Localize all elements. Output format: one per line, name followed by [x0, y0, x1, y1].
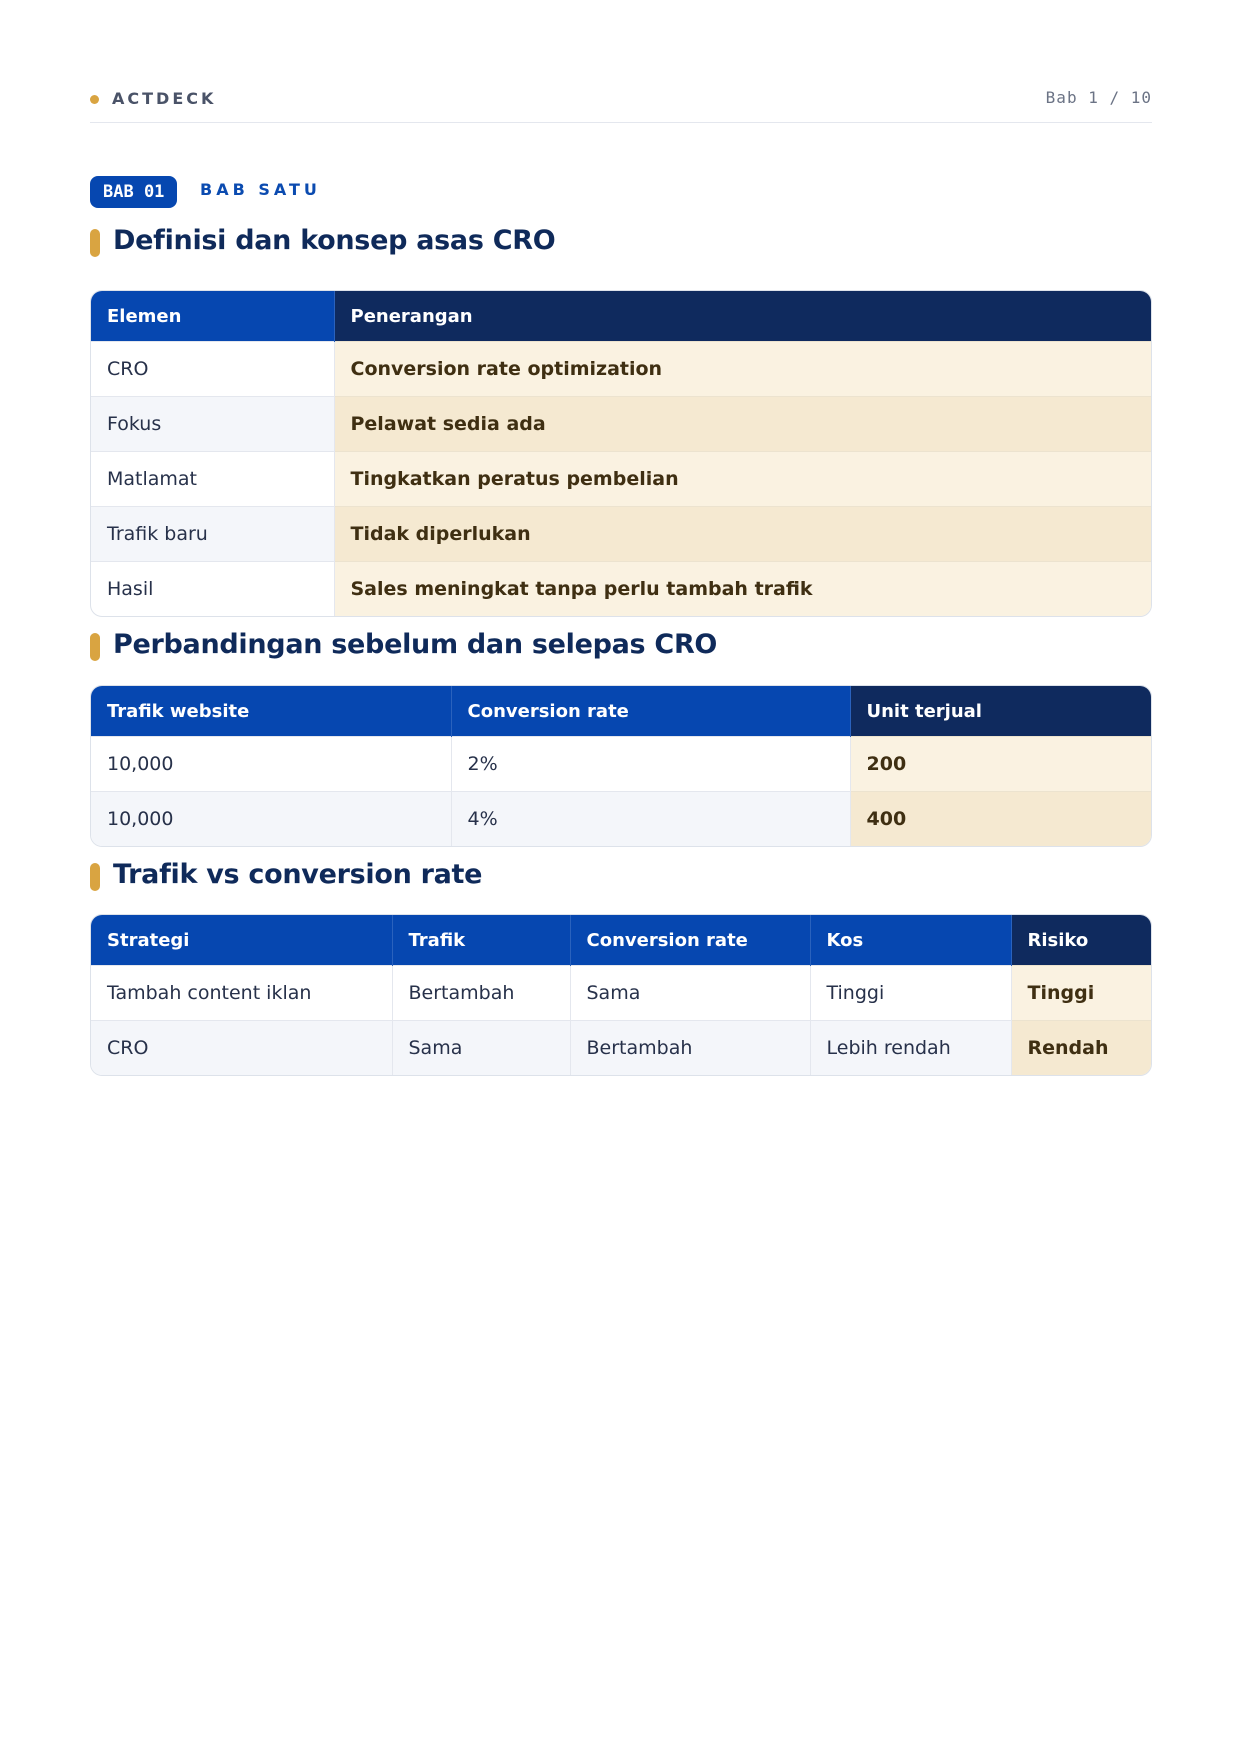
definition-table	[90, 290, 1152, 617]
page-header	[90, 84, 1152, 123]
table-cell-highlight: Conversion rate optimization	[334, 342, 1151, 397]
table-row	[91, 1021, 1151, 1076]
table-cell-highlight: 200	[850, 737, 1151, 792]
table-cell-highlight: Tidak diperlukan	[334, 507, 1151, 562]
table-cell-highlight: 400	[850, 792, 1151, 847]
chapter-label: BAB SATU	[200, 180, 321, 199]
table-cell: CRO	[91, 342, 334, 397]
heading-accent-bar	[90, 863, 100, 891]
heading-accent-bar	[90, 229, 100, 257]
table-row	[91, 507, 1151, 562]
section-title: Perbandingan sebelum dan selepas CRO	[113, 629, 718, 660]
table-header-row	[91, 915, 1151, 966]
column-header: Risiko	[1011, 915, 1151, 966]
table-row	[91, 452, 1151, 507]
table-cell-highlight: Tinggi	[1011, 966, 1151, 1021]
table-cell: Tinggi	[810, 966, 1011, 1021]
brand-name: ACTDECK	[112, 89, 217, 108]
table-cell: Sama	[392, 1021, 570, 1076]
table-row	[91, 737, 1151, 792]
table-cell: Fokus	[91, 397, 334, 452]
table-cell: Bertambah	[392, 966, 570, 1021]
page-indicator: Bab 1 / 10	[1045, 88, 1152, 107]
table-row	[91, 562, 1151, 617]
table-row	[91, 342, 1151, 397]
column-header: Kos	[810, 915, 1011, 966]
chapter-badge: BAB 01	[90, 176, 177, 208]
strategy-table	[90, 914, 1152, 1076]
column-header: Unit terjual	[850, 686, 1151, 737]
table-cell-highlight: Sales meningkat tanpa perlu tambah trafik	[334, 562, 1151, 617]
section-title: Definisi dan konsep asas CRO	[113, 225, 556, 256]
table-cell: Tambah content iklan	[91, 966, 392, 1021]
table-cell: Sama	[570, 966, 810, 1021]
table-cell-highlight: Pelawat sedia ada	[334, 397, 1151, 452]
section-title: Trafik vs conversion rate	[113, 859, 483, 890]
table-cell: 4%	[451, 792, 850, 847]
heading-accent-bar	[90, 633, 100, 661]
table-header-row	[91, 686, 1151, 737]
table-cell: CRO	[91, 1021, 392, 1076]
brand-dot-icon	[90, 95, 99, 104]
table-cell: 2%	[451, 737, 850, 792]
table-cell: Lebih rendah	[810, 1021, 1011, 1076]
table-cell: Trafik baru	[91, 507, 334, 562]
table-cell: Bertambah	[570, 1021, 810, 1076]
table-cell: Matlamat	[91, 452, 334, 507]
column-header: Conversion rate	[451, 686, 850, 737]
column-header: Penerangan	[334, 291, 1151, 342]
table-cell: 10,000	[91, 792, 451, 847]
column-header: Trafik website	[91, 686, 451, 737]
table-row	[91, 966, 1151, 1021]
table-cell: Hasil	[91, 562, 334, 617]
table-row	[91, 792, 1151, 847]
column-header: Conversion rate	[570, 915, 810, 966]
table-cell: 10,000	[91, 737, 451, 792]
table-cell-highlight: Tingkatkan peratus pembelian	[334, 452, 1151, 507]
comparison-table	[90, 685, 1152, 847]
column-header: Strategi	[91, 915, 392, 966]
table-row	[91, 397, 1151, 452]
table-header-row	[91, 291, 1151, 342]
column-header: Trafik	[392, 915, 570, 966]
column-header: Elemen	[91, 291, 334, 342]
table-cell-highlight: Rendah	[1011, 1021, 1151, 1076]
